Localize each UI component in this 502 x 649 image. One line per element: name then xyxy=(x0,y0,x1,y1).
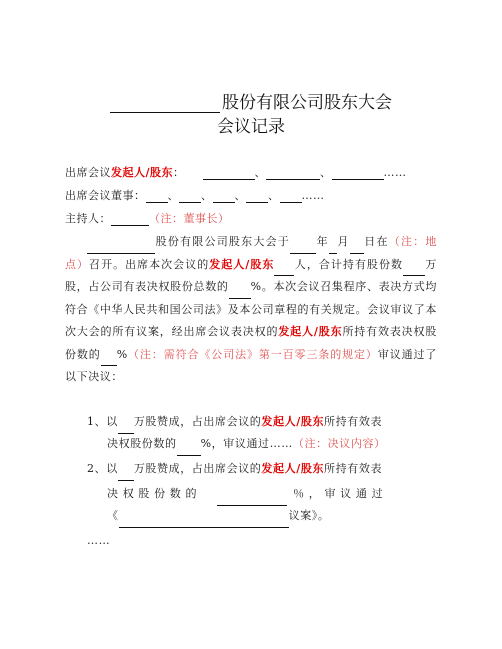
director-blank-2 xyxy=(179,191,201,203)
host-note: （注：董事长） xyxy=(149,212,230,225)
director-blank-3 xyxy=(213,191,235,203)
attendees-line: 出席会议发起人/股东： 、 、 …… xyxy=(65,166,407,179)
host-line xyxy=(65,210,230,226)
item1-shares-blank xyxy=(118,422,134,434)
paragraph-role-1: 发起人/股东 xyxy=(209,257,275,271)
item2-role: 发起人/股东 xyxy=(261,462,325,475)
document-title-line2: 会议记录 xyxy=(217,117,285,137)
day-blank xyxy=(350,242,364,254)
item2-percent-blank xyxy=(217,494,287,506)
resolution-item-1: 1、以 万股赞成，占出席会议的发起人/股东所持有效表 xyxy=(87,411,437,434)
law-note: （注：需符合《公司法》第一百零三条的规定） xyxy=(127,347,378,361)
company-name-blank xyxy=(110,95,220,113)
host-blank xyxy=(111,214,149,226)
title-text-1: 股份有限公司股东大会 xyxy=(222,93,392,113)
year-blank xyxy=(290,242,316,254)
attendees-ellipsis: …… xyxy=(383,166,407,179)
resolution-item-2-motion: 《 议案》。 xyxy=(107,505,437,528)
paragraph-role-2: 发起人/股东 xyxy=(278,325,343,338)
director-blank-1 xyxy=(146,191,168,203)
attendee-count-blank xyxy=(274,264,294,276)
resolution-item-2: 2、以 万股赞成，占出席会议的发起人/股东所持有效表 xyxy=(87,458,437,481)
document-ending-ellipsis: …… xyxy=(87,534,111,547)
document-title-line1 xyxy=(0,88,502,113)
attendees-label: 出席会议 xyxy=(65,166,111,179)
host-label: 主持人： xyxy=(65,212,111,225)
month-blank xyxy=(329,242,337,254)
attendee-blank-1 xyxy=(203,168,255,180)
place-note: （注：地点） xyxy=(65,235,437,271)
meeting-paragraph: 股份有限公司股东大会于 年 月 日在（注：地点）召开。出席本次会议的发起人/股东 人，合计持有股份数 万股，占公司有表决权股份总数的 %。本次会议召集程序、表决方式均符合《中华人民共和国公司法》及本公司章程的有关规定。会议审议了本次大会的所有议案，经出席会议表决权的发起人/股东所持有效表决权股份数的 %（注：需符合《公司法》第一百零三条的规定）审议通过了以下决议： xyxy=(65,235,438,383)
share-count-blank xyxy=(403,264,425,276)
item1-note: （注：决议内容） xyxy=(292,437,386,450)
attendees-role: 发起人/股东 xyxy=(111,166,174,179)
share-percent-blank xyxy=(229,287,251,299)
vote-percent-blank xyxy=(101,354,117,366)
director-blank-5 xyxy=(280,191,302,203)
directors-line: 出席会议董事： 、 、 、 、 …… xyxy=(65,189,325,202)
item1-percent-blank xyxy=(177,444,201,456)
directors-ellipsis: …… xyxy=(301,189,325,202)
item2-motion-blank xyxy=(119,516,289,528)
directors-label: 出席会议董事： xyxy=(65,189,146,202)
item1-role: 发起人/股东 xyxy=(261,415,325,428)
company-blank xyxy=(87,242,155,254)
attendee-blank-3 xyxy=(332,168,384,180)
resolution-item-2-cont: 决 权 股 份 数 的 ％ ， 审 议 通 过 xyxy=(107,483,437,506)
attendee-blank-2 xyxy=(266,168,320,180)
director-blank-4 xyxy=(246,191,268,203)
resolution-item-1-cont: 决权股份数的 %，审议通过……（注：决议内容） xyxy=(107,433,437,456)
item2-shares-blank xyxy=(118,469,134,481)
